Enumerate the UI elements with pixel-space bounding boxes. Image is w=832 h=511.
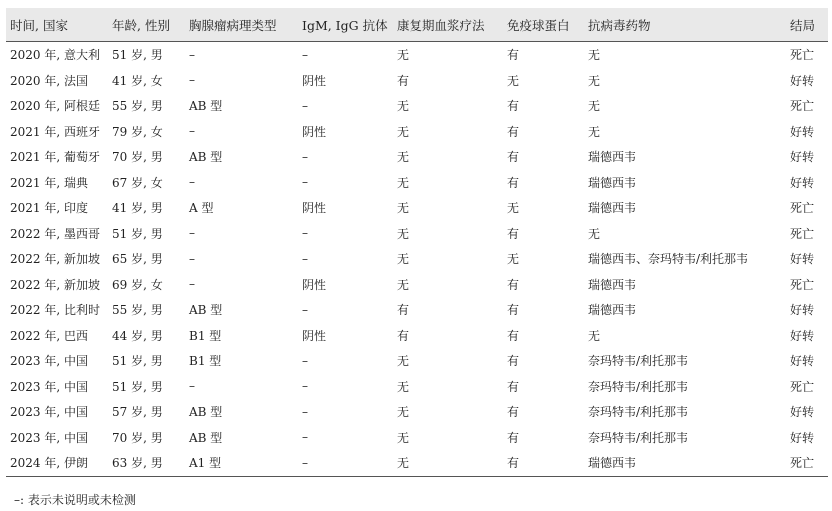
table-cell: 67 岁, 女 [112,175,163,190]
table-cell: 79 岁, 女 [112,124,163,139]
table-cell: – [302,149,308,164]
table-cell: 有 [507,124,520,139]
table-cell: 70 岁, 男 [112,430,163,445]
table-cell: 好转 [790,430,815,445]
table-cell: 有 [503,450,584,476]
table-cell: AB 型 [189,303,223,318]
table-cell: 阴性 [302,73,327,88]
table-cell: 2022 年, 新加坡 [10,277,100,292]
table-cell: B1 型 [189,328,222,343]
table-cell: 瑞德西韦 [588,277,637,292]
table-cell: 无 [397,226,410,241]
table-cell: – [298,450,393,476]
table-cell: 无 [588,226,601,241]
table-cell: 2023 年, 中国 [10,379,88,394]
table-cell: 2020 年, 意大利 [10,48,100,63]
case-table-container [6,8,828,477]
table-cell: 无 [507,201,520,216]
header-row [6,8,828,42]
case-table [6,8,828,477]
table-cell: AB 型 [189,150,223,165]
table-row [6,425,828,451]
table-cell: 死亡 [790,99,815,114]
table-cell: 瑞德西韦 [584,450,786,476]
table-cell: 2020 年, 法国 [10,73,88,88]
table-row [6,68,828,94]
table-cell: 有 [507,354,520,369]
table-cell: 无 [588,99,601,114]
table-cell: 有 [507,328,520,343]
footnote: –: 表示未说明或未检测 [14,493,136,507]
table-cell: 65 岁, 男 [112,252,163,267]
table-row [6,170,828,196]
table-cell: – [302,353,308,368]
table-cell: 57 岁, 男 [112,405,163,420]
table-row [6,323,828,349]
table-cell: 死亡 [790,226,815,241]
table-cell: 2021 年, 瑞典 [10,175,88,190]
table-cell: 2022 年, 比利时 [10,303,100,318]
table-cell: 阴性 [302,277,327,292]
table-cell: 阴性 [302,201,327,216]
table-cell: 41 岁, 男 [112,201,163,216]
table-body [6,42,828,477]
table-row [6,42,828,68]
table-cell: 无 [397,277,410,292]
table-cell: – [189,277,195,292]
table-cell: 55 岁, 男 [112,99,163,114]
table-cell: 瑞德西韦 [588,303,637,318]
table-cell: 死亡 [790,201,815,216]
table-cell: 无 [588,48,601,63]
table-cell: 死亡 [786,450,828,476]
table-header [6,8,828,42]
table-cell: 好转 [790,252,815,267]
table-row [6,374,828,400]
table-cell: 51 岁, 男 [112,226,163,241]
table-cell: 无 [397,354,410,369]
table-cell: 死亡 [790,277,815,292]
table-cell: 好转 [790,303,815,318]
table-cell: 好转 [790,354,815,369]
table-cell: 好转 [790,73,815,88]
table-cell: 阴性 [302,124,327,139]
table-row [6,297,828,323]
table-cell: 51 岁, 男 [112,379,163,394]
table-cell: – [302,175,308,190]
table-cell: 有 [397,303,410,318]
table-cell: 70 岁, 男 [112,150,163,165]
table-cell: 有 [507,175,520,190]
table-cell: 阴性 [302,328,327,343]
table-cell: – [302,226,308,241]
table-cell: 有 [507,379,520,394]
table-row [6,119,828,145]
table-cell: 无 [588,328,601,343]
table-cell: 无 [397,124,410,139]
table-cell: 无 [397,150,410,165]
table-cell: 41 岁, 女 [112,73,163,88]
column-header: 年龄, 性别 [108,8,185,42]
table-cell: – [302,404,308,419]
table-cell: – [189,379,195,394]
table-cell: 51 岁, 男 [112,354,163,369]
table-row [6,450,828,476]
table-cell: 好转 [790,124,815,139]
table-cell: 51 岁, 男 [112,48,163,63]
table-cell: 55 岁, 男 [112,303,163,318]
table-cell: 无 [397,99,410,114]
table-row [6,93,828,119]
table-cell: 瑞德西韦 [588,175,637,190]
table-cell: 有 [507,226,520,241]
table-row [6,348,828,374]
table-cell: – [302,47,308,62]
table-cell: 无 [397,252,410,267]
table-cell: 瑞德西韦、奈玛特韦/利托那韦 [588,252,749,267]
table-cell: A1 型 [185,450,298,476]
table-cell: 无 [507,73,520,88]
table-cell: – [189,175,195,190]
table-cell: 无 [397,430,410,445]
table-cell: B1 型 [189,354,222,369]
column-header: 抗病毒药物 [584,8,786,42]
table-cell: 无 [397,175,410,190]
table-cell: AB 型 [189,405,223,420]
table-cell: 无 [588,73,601,88]
table-cell: 2022 年, 新加坡 [10,252,100,267]
table-row [6,144,828,170]
table-cell: 有 [507,277,520,292]
table-cell: 2021 年, 葡萄牙 [10,150,100,165]
table-cell: 无 [397,379,410,394]
table-cell: 63 岁, 男 [108,450,185,476]
table-cell: – [189,73,195,88]
table-row [6,195,828,221]
table-cell: 奈玛特韦/利托那韦 [588,405,689,420]
table-cell: 无 [588,124,601,139]
table-cell: 2021 年, 西班牙 [10,124,100,139]
table-cell: 无 [397,201,410,216]
table-cell: – [302,430,308,445]
table-cell: – [189,226,195,241]
table-cell: 有 [397,73,410,88]
table-cell: 2023 年, 中国 [10,430,88,445]
table-cell: 2020 年, 阿根廷 [10,99,100,114]
table-cell: AB 型 [189,99,223,114]
table-cell: 69 岁, 女 [112,277,163,292]
table-cell: 有 [507,99,520,114]
column-header: 免疫球蛋白 [503,8,584,42]
table-cell: 有 [507,303,520,318]
table-cell: – [189,47,195,62]
table-cell: – [302,98,308,113]
table-cell: 奈玛特韦/利托那韦 [588,379,689,394]
table-cell: 瑞德西韦 [588,150,637,165]
table-cell: 无 [397,48,410,63]
table-cell: 2022 年, 墨西哥 [10,226,100,241]
table-cell: AB 型 [189,430,223,445]
column-header: 时间, 国家 [6,8,108,42]
table-row [6,221,828,247]
table-cell: 有 [507,405,520,420]
column-header: IgM, IgG 抗体 [298,8,393,42]
table-cell: 无 [397,405,410,420]
column-header: 胸腺瘤病理类型 [185,8,298,42]
table-cell: 好转 [790,150,815,165]
table-cell: 瑞德西韦 [588,201,637,216]
table-cell: 2024 年, 伊朗 [6,450,108,476]
table-cell: 2023 年, 中国 [10,354,88,369]
table-cell: 2023 年, 中国 [10,405,88,420]
table-cell: 有 [397,328,410,343]
table-cell: 好转 [790,328,815,343]
table-cell: 好转 [790,175,815,190]
table-cell: 奈玛特韦/利托那韦 [588,430,689,445]
table-row [6,399,828,425]
table-cell: – [302,379,308,394]
table-row [6,272,828,298]
table-cell: 2021 年, 印度 [10,201,88,216]
table-cell: 有 [507,48,520,63]
table-cell: 死亡 [790,379,815,394]
table-cell: – [189,251,195,266]
table-cell: 好转 [790,405,815,420]
table-cell: 有 [507,150,520,165]
table-cell: 无 [393,450,503,476]
table-cell: – [302,302,308,317]
table-row [6,246,828,272]
table-cell: 有 [507,430,520,445]
table-cell: A 型 [189,201,214,216]
table-cell: 无 [507,252,520,267]
table-cell: 死亡 [790,48,815,63]
table-cell: 奈玛特韦/利托那韦 [588,354,689,369]
table-cell: 2022 年, 巴西 [10,328,88,343]
table-cell: 44 岁, 男 [112,328,163,343]
table-cell: – [189,124,195,139]
table-cell: – [302,251,308,266]
column-header: 康复期血浆疗法 [393,8,503,42]
column-header: 结局 [786,8,828,42]
